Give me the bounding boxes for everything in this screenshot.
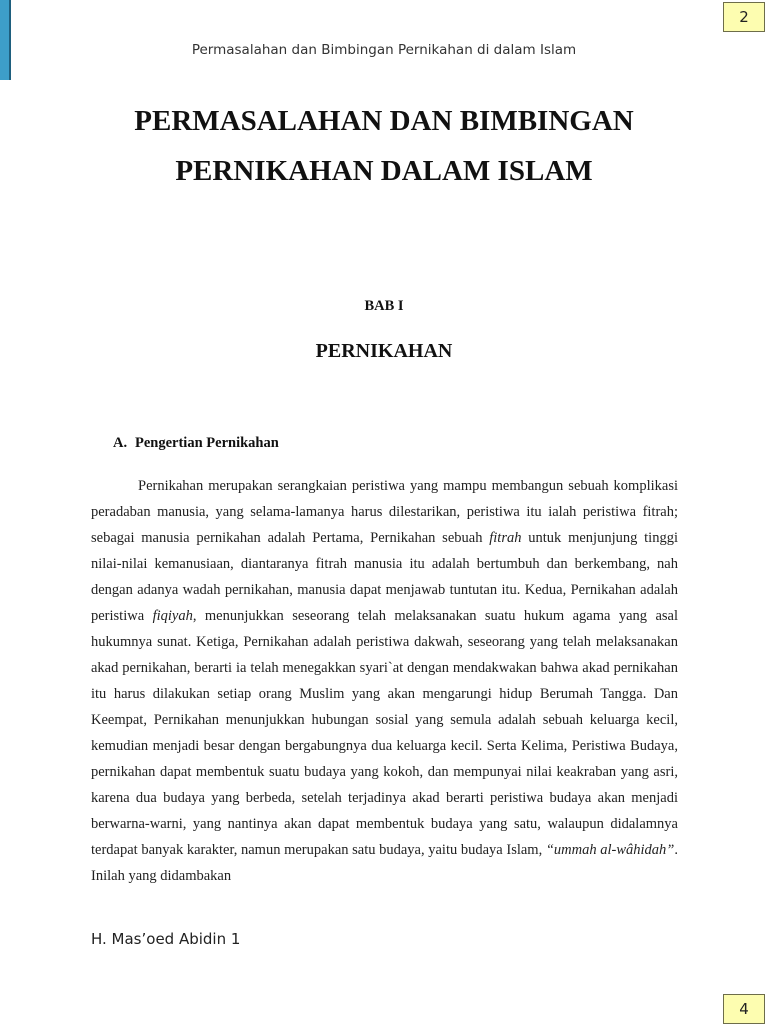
document-title-line-2: PERNIKAHAN DALAM ISLAM <box>175 155 593 187</box>
document-title-line-1: PERMASALAHAN DAN BIMBINGAN <box>134 105 634 137</box>
page-footer: H. Mas’oed Abidin 1 <box>91 930 241 948</box>
chapter-label: BAB I <box>364 298 404 314</box>
section-heading <box>113 435 279 452</box>
document-title <box>60 96 708 196</box>
chapter-title: PERNIKAHAN <box>315 340 453 362</box>
page-number-badge-bottom: 4 <box>723 994 765 1024</box>
paragraph-italic-ummah: “ummah al-wâhidah” <box>545 842 675 858</box>
paragraph-italic-fitrah: fitrah <box>489 530 522 546</box>
paragraph-text-1: Pernikahan merupakan serangkaian peristiwa yang mampu membangun sebuah komplikasi peradaban manusia, yang selama-lamanya harus dilestarikan, peristiwa itu ialah peristiwa fitrah; sebagai manusia pernikahan adalah Pertama, Pernikahan sebuah <box>91 478 678 546</box>
paragraph-text-2: untuk menjunjung tinggi nilai-nilai kemanusiaan, diantaranya fitrah manusia itu adalah bertumbuh dan berkembang, nah dengan adanya wadah pernikahan, manusia dapat menjawab tuntutan itu. Kedua, Pernikahan adalah peristiwa <box>91 530 678 624</box>
paragraph-text-4: . Inilah yang didambakan <box>91 842 678 884</box>
running-header: Permasalahan dan Bimbingan Pernikahan di dalam Islam <box>191 42 577 58</box>
page-number-badge-top: 2 <box>723 2 765 32</box>
section-number: A. <box>113 435 128 451</box>
side-accent-bar <box>0 0 11 80</box>
paragraph-text-3: , menunjukkan seseorang telah melaksanakan suatu hukum agama yang asal hukumnya sunat. Ketiga, Pernikahan adalah peristiwa dakwah, seseorang yang telah melaksanakan akad pernikahan, berarti ia telah menegakkan syari`at dengan mendakwakan bahwa akad pernikahan itu harus dilakukan setiap orang Muslim yang akan mengarungi hidup Berumah Tangga. Dan Keempat, Pernikahan menunjukkan hubungan sosial yang semula adalah sebuah keluarga kecil, kemudian menjadi besar dengan bergabungnya dua keluarga kecil. Serta Kelima, Peristiwa Budaya, pernikahan dapat membentuk suatu budaya yang kokoh, dan mempunyai nilai keakraban yang asri, karena dua budaya yang berbeda, setelah terjadinya akad berarti peristiwa budaya akan menjadi berwarna-warni, yang nantinya akan dapat membentuk budaya yang satu, walaupun didalamnya terdapat banyak karakter, namun merupakan satu budaya, yaitu budaya Islam, <box>91 608 678 858</box>
body-paragraph <box>91 473 678 891</box>
paragraph-italic-fiqiyah: fiqiyah <box>152 608 193 624</box>
section-title: Pengertian Pernikahan <box>135 435 279 451</box>
